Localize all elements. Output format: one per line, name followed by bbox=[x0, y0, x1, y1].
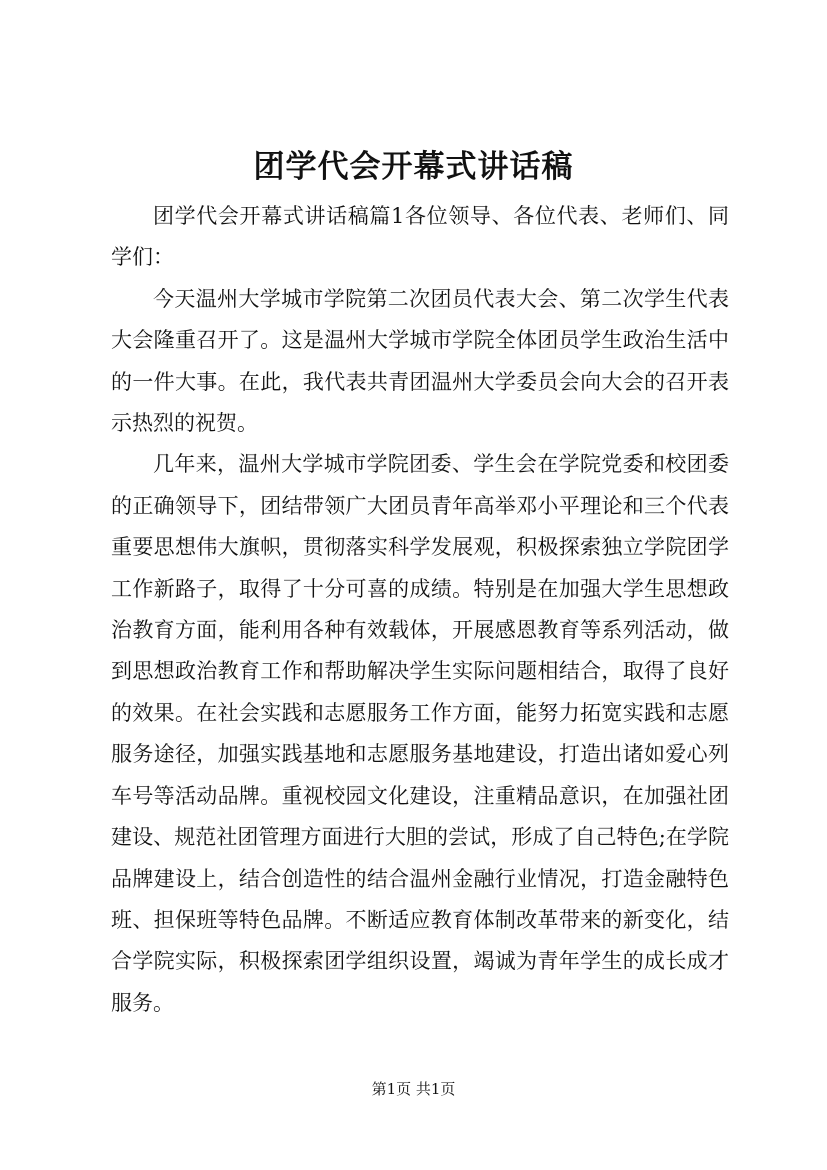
page-footer: 第1页 共1页 bbox=[371, 1080, 456, 1098]
paragraph-opening: 今天温州大学城市学院第二次团员代表大会、第二次学生代表大会隆重召开了。这是温州大学城市学院全体团员学生政治生活中的一件大事。在此，我代表共青团温州大学委员会向大会的召开表示热烈的祝贺。 bbox=[111, 286, 729, 436]
paragraph-greeting: 团学代会开幕式讲话稿篇1各位领导、各位代表、老师们、同学们： bbox=[111, 204, 729, 270]
document-title: 团学代会开幕式讲话稿 bbox=[253, 149, 574, 185]
document-body bbox=[111, 196, 729, 1024]
paragraph-achievements: 几年来，温州大学城市学院团委、学生会在学院党委和校团委的正确领导下，团结带领广大团员青年高举邓小平理论和三个代表重要思想伟大旗帜，贯彻落实科学发展观，积极探索独立学院团学工作新路子，取得了十分可喜的成绩。特别是在加强大学生思想政治教育方面，能利用各种有效载体，开展感恩教育等系列活动，做到思想政治教育工作和帮助解决学生实际问题相结合，取得了良好的效果。在社会实践和志愿服务工作方面，能努力拓宽实践和志愿服务途径，加强实践基地和志愿服务基地建设，打造出诸如爱心列车号等活动品牌。重视校园文化建设，注重精品意识，在加强社团建设、规范社团管理方面进行大胆的尝试，形成了自己特色;在学院品牌建设上，结合创造性的结合温州金融行业情况，打造金融特色班、担保班等特色品牌。不断适应教育体制改革带来的新变化，结合学院实际，积极探索团学组织设置，竭诚为青年学生的成长成才服务。 bbox=[111, 452, 729, 1015]
